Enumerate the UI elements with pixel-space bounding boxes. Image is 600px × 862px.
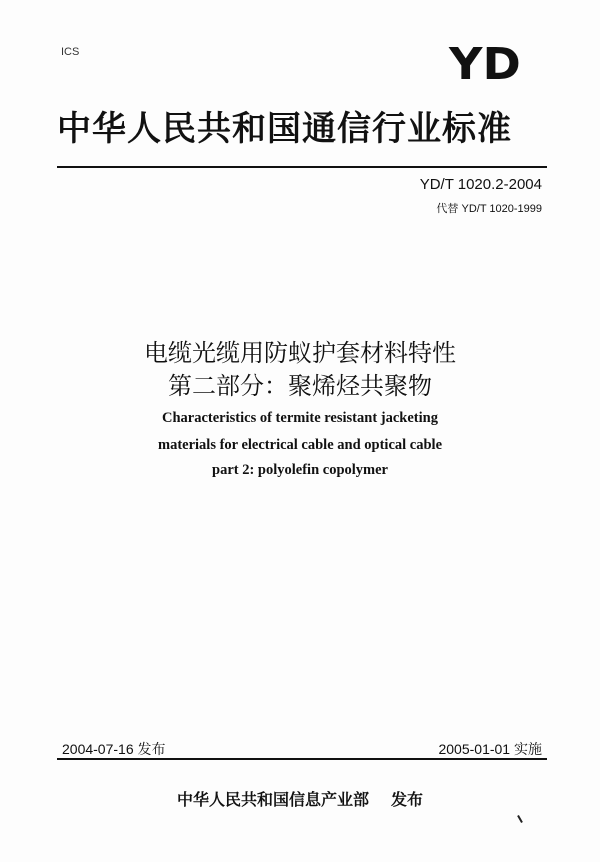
english-title-line-1: Characteristics of termite resistant jacketing xyxy=(162,410,438,426)
top-divider xyxy=(57,166,547,168)
issuer-name: 中华人民共和国信息产业部 xyxy=(176,790,369,809)
issuing-authority xyxy=(0,787,600,810)
implementation-date: 2005-01-01 实施 xyxy=(438,741,542,757)
industry-standard-title: 中华人民共和国通信行业标准 xyxy=(57,109,512,149)
issue-date: 2004-07-16 发布 xyxy=(62,741,166,757)
yd-logo-text: YD xyxy=(449,39,521,90)
yd-logo xyxy=(449,39,534,90)
chinese-title-line-1: 电缆光缆用防蚁护套材料特性 xyxy=(144,339,456,367)
chinese-title-line-2: 第二部分：聚烯烃共聚物 xyxy=(168,372,432,400)
issuer-action: 发布 xyxy=(391,790,424,809)
bottom-divider xyxy=(57,758,547,760)
scan-mark xyxy=(517,815,523,823)
ics-label: ICS xyxy=(61,46,80,58)
english-title-line-3: part 2: polyolefin copolymer xyxy=(212,462,388,478)
english-title-line-2: materials for electrical cable and optical cable xyxy=(157,437,443,453)
standard-number: YD/T 1020.2-2004 xyxy=(419,176,542,193)
replaces-standard: 代替 YD/T 1020-1999 xyxy=(436,203,542,215)
